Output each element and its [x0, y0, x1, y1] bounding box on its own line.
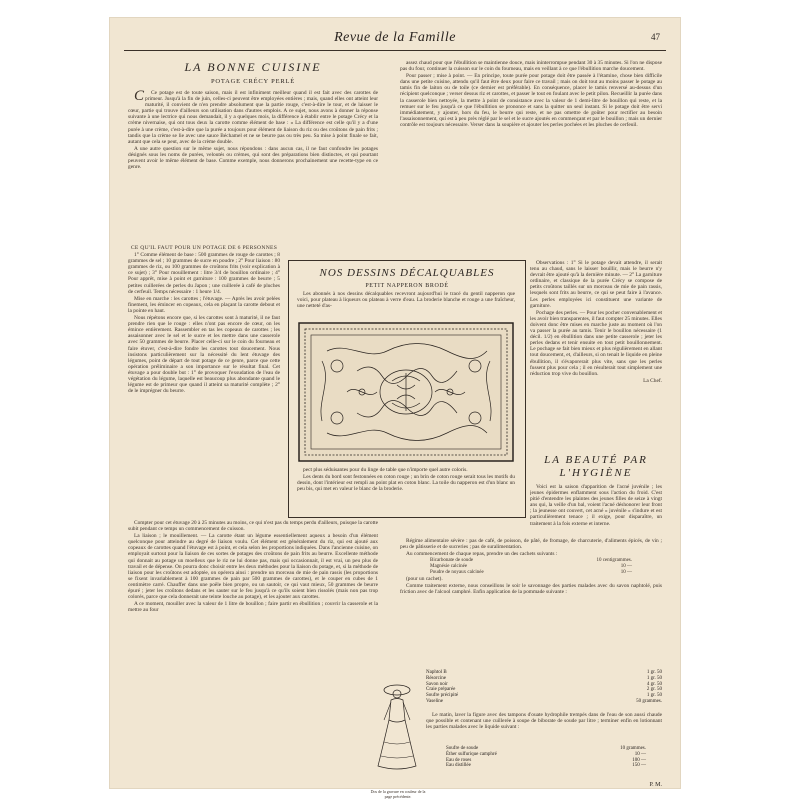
cuisine-signature: La Chef.: [643, 377, 662, 384]
dropcap: C: [134, 90, 145, 104]
pommade-row: Savon noir 4 gr. 50: [426, 681, 662, 687]
page-number: 47: [651, 32, 660, 42]
beauty-title: LA BEAUTÉ PAR L'HYGIÈNE: [544, 454, 648, 479]
decal-box: [288, 260, 526, 518]
beauty-paragraph-3: Au commencement de chaque repas, prendre un des cachets suivants :: [406, 551, 558, 558]
cuisine-paragraph-7: A ce moment, mouiller avec la valeur de 1 litre de bouillon ; faire partir en ébullition ; couvrir la casserole et la mettre au four: [128, 601, 378, 614]
lotion-row: Éther sulfurique camphré 10 —: [446, 751, 646, 757]
decal-subtitle: PETIT NAPPERON BRODÉ: [365, 283, 449, 289]
cuisine-left-narrow: [128, 244, 280, 516]
figure-caption-text: Dos de la gravure en couleur de la page précédente.: [370, 790, 426, 799]
beauty-paragraph-4: Comme traitement externe, nous conseillons le soir le savonnage des parties malades avec du savon naphtolé, puis friction avec de l'alcool camphré. Enfin application de la pommade suivante :: [400, 582, 662, 595]
cuisine-paragraph-5: Compter pour cet étuvage 20 à 25 minutes au moins, ce qui n'est pas du temps perdu d'ailleurs, puisque la carotte subit pendant ce temps un commencement de cuisson.: [128, 520, 378, 533]
cuisine-paragraph-2: A une autre question sur le même sujet, nous répondons : dans aucun cas, il ne faut confondre les potages désignés sous les noms de purées, veloutés ou crèmes, qui sont des préparations bien distinctes, et qui pourtant peuvent avoir le même élément de base. Comme exemple, nous donnerons prochainement une recette-type en ce genre.: [128, 145, 378, 171]
decal-paragraph-2: pect plus séduisantes pour du linge de table que n'importe quel autre coloris.: [303, 467, 468, 473]
beauty-intro: [530, 484, 662, 544]
beauty-paragraph-1: Voici est la saison d'apparition de l'acné juvénile ; les jeunes épidermes enflamment sous l'action du froid. C'est pitié d'entendre les plaintes des jeunes filles de seize à vingt ans qui, la veille d'un bal, voient l'acné déshonorer leur front ; la jeunesse ont couvert, cet acné « juvénile » s'indure et est particulièrement tenace ; il exige, pour disparaître, un traitement à la fois externe et interne.: [530, 484, 662, 527]
page-header: [110, 30, 680, 52]
pommade-row: Résorcine 1 gr. 50: [426, 675, 662, 681]
lotion-row: Eau de roses 100 —: [446, 757, 646, 763]
beauty-paragraph-2: Régime alimentaire sévère : pas de café, de poisson, de pâté, de fromage, de charcuterie, d'aliments épicés, de vin ; peu de pâtisserie et de sucreries ; pas de suralimentation.: [400, 538, 662, 551]
cuisine-paragraph-1: Ce potage est de toute saison, mais il est infiniment meilleur quand il est fait avec des carottes de primeur. Jusqu'à la fin de juin, celles-ci peuvent être employées entières ; mais, quand elles ont atteint leur maturité, il convient de n'en prendre absolument que la partie rouge, c'est-à-dire le tour, et de laisser le cœur, partie qui trouve d'ailleurs son utilisation dans d'autres emplois. A ce sujet, nous avons à donner la réponse suivante à une lectrice qui nous demandait, il y a quelques mois, la différence à établir entre le potage Crécy et la crème nivernaise, qui ont tous deux la carotte comme élément de base : « La différence est celle qu'il y a d'une purée à une crème, c'est-à-dire que la purée a toujours pour élément de liaison du riz ou des croûtons de pain frits ; tandis que la crème se lie avec une sauce Béchamel et ne se beurre pas ou très peu. Sa mise à point finale se fait, autant que cela se peut, avec de la crème double.: [128, 90, 378, 145]
cachet-note: (pour un cachet).: [406, 575, 443, 582]
cuisine-right-paragraph-4: Pochage des perles. — Pour les pocher convenablement et les avoir bien transparentes, il faut compter 25 minutes. Elles doivent donc être mises en marche juste au moment où l'on va passer la purée au tamis. Tenir le bouillon nécessaire (1 décil. 1/2) en ébullition dans une petite casserole ; jeter les perles dedans et tenir ensuite en tout petit bouillonnement. Le pochage se fait bien mieux et plus régulièrement en allant tout doucement, et, d'ailleurs, si on tenait le liquide en pleine ébullition, il s'évaporerait plus vite, sans que les perles fussent plus pour cela ; il en résulterait tout simplement une réduction trop vive du bouillon.: [530, 309, 662, 377]
cuisine-intro: [128, 90, 378, 240]
cuisine-right-paragraph-3: Observations : 1° Si le potage devait attendre, il serait tenu au chaud, sans le laisser bouillir, mais le beurre n'y devrait être ajouté qu'à la dernière minute. — 2° La garniture ordinaire, et classique de la purée Crécy se compose de petits croûtons taillés sur un morceau de mie de pain rassis, lesquels sont frits au beurre, ce qui se peut faire à l'avance. Les perles employées ici constituent une variante de garniture.: [530, 260, 662, 309]
beauty-body-2: [426, 712, 662, 744]
pommade-list: [426, 670, 662, 710]
cuisine-bottom: [128, 520, 378, 778]
lotion-list: [446, 746, 646, 772]
beauty-body: [400, 538, 662, 658]
journal-title: Revue de la Famille: [334, 30, 456, 45]
decal-paragraph-1: Les abonnés à nos dessins décalquables recevront aujourd'hui le tracé du gentil napperon que voici, pour plateau à liqueurs ou plateau à verre d'eau. La broderie blanche et rouge a une fraîcheur, une netteté d'as-: [297, 291, 515, 310]
cuisine-right-top: [400, 60, 662, 256]
cuisine-paragraph-6: La liaison ; le mouillement. — La carotte étant un légume essentiellement aqueux a besoin d'un élément quelconque pour atteindre au degré de liaison voulu. Cet élément est généralement du riz, qui est ajouté aux copeaux de carottes quand l'étuvage est à point, et cela selon les proportions indiquées. Dans l'ancienne cuisine, on employait surtout pour la liaison de ces sortes de potages des croûtons de pain frits au beurre. Excellente méthode qui donnait au potage un moelleux que le riz ne lui donne pas, mais qui occasionnait, il est vrai, un peu plus de travail et de dépense. On pourra donc choisir entre les deux méthodes pour la liaison du potage, et, si la méthode de liaison pour les croûtons est adoptée, on opérera ainsi : prendre un morceau de mie de pain rassis (les proportions se fixent invariablement à 100 grammes de pain par 500 grammes de carottes), et le couper en cubes de 1 centimètre carré. Chauffer dans une poêle bien propre, ou un sautoir, ce qui vaut mieux, 50 grammes de beurre épuré ; jeter les croûtons dedans et les sauter sur le feu jusqu'à ce qu'ils soient bien rissolés (mais non pas trop colorés, parce que cela donnerait une teinte louche au potage), et les ajouter aux carottes.: [128, 533, 378, 601]
cachet-row: Magnésie calcinée 10 —: [430, 564, 632, 570]
pommade-row: Naphtol B 1 gr. 50: [426, 670, 662, 675]
header-rule: [124, 50, 666, 51]
decal-title: NOS DESSINS DÉCALQUABLES: [319, 267, 495, 279]
cuisine-paragraph-4: Nous répétons encore que, si les carottes sont à maturité, il ne faut prendre rien que le rouge : elles n'ont pas encore de cœur, on les émince entièrement. Rassembler en tas les copeaux de carottes ; les assaisonner avec le sel et le sucre et les mettre dans une casserole avec 50 grammes de beurre. Placer celle-ci sur le coin du fourneau et faire étuver, c'est-à-dire fondre les carottes tout doucement. Nous insistons particulièrement sur la nécessité du lent étuvage des légumes, point de départ de tout potage de ce genre, parce que cette opération préliminaire a son importance sur le résultat final. Cet étuvage a pour double but : 1° de provoquer l'exsudation de l'eau de végétation du légume, laquelle est beaucoup plus abondante quand le légume est de primeur que quand il atteint sa maturité complète ; 2° de le imprégner du beurre.: [128, 315, 280, 395]
beauty-signature: P. M.: [649, 782, 662, 788]
cuisine-title: LA BONNE CUISINE: [184, 60, 322, 74]
decal-paragraph-3: Les dents du bord sont festonnées en coton rouge ; un brin de coton rouge serait tous les motifs du dessin, dont l'intérieur est rempli au point plat en coton blanc. La toile du napperon est d'un blanc un peu bis, qui met en valeur le blanc de la broderie.: [297, 474, 515, 493]
cuisine-paragraph-3: Mise en marche : les carottes ; l'étuvage. — Après les avoir pelées finement, les émincer en copeaux, cela en plaçant la carotte debout et la pointe en haut.: [128, 295, 280, 314]
ingredients-text: 1° Comme élément de base : 500 grammes de rouge de carottes ; 8 grammes de sel ; 10 grammes de sucre en poudre ; 2° Pour liaison : 80 grammes de riz, ou 100 grammes de croûtons frits (voir explication à ce sujet) ; 3° Pour mouillement : litre 3/4 de bouillon ordinaire ; 4° Pour apprêt, mise à point et garniture : 100 grammes de beurre ; 5 petites cuillerées de perles du Japon ; une cuillerée à café de pluches de cerfeuil. Temps nécessaire : 1 heure 1/4.: [128, 252, 280, 295]
lotion-row: Soufre de soude 10 grammes.: [446, 746, 646, 751]
magazine-page: [110, 18, 680, 799]
cachets-list: [400, 558, 662, 575]
cuisine-right-paragraph-2: Pour passer ; mise à point. — En principe, toute purée pour potage doit être passée à l'étamine, chose bien difficile dans une petite cuisine, attendu qu'il faut être deux pour faire ce travail ; mais on doit tout au moins passer le potage au tamis fin de laiton ou de toile (ce dernier est préférable). En conséquence, placer le tamis renversé au-dessus d'un récipient quelconque ; verser dessus riz et carottes, et passer le tout en foulant avec le petit pilon. Recueillir la purée dans la casserole bien nettoyée, la mettre à point de consistance avec la valeur de 1 demi-litre de bouillon qui reste, et la remuer sur le feu jusqu'à ce que l'ébullition se prononce et sans la quitter un seul instant. Si le potage doit être servi immédiatement, y ajouter, hors du feu, le beurre qui reste, et ne pas omettre de goûter pour rectifier au besoin l'assaisonnement, qui est à peu près réglé par le sel et le sucre ajoutés en commençant et par le bouillon ; mais un dernier contrôle est toujours nécessaire. Verser dans la soupière et ajouter les perles pochées et les pluches de cerfeuil.: [400, 73, 662, 128]
cachet-row: Bicarbonate de soude 10 centigrammes.: [430, 558, 632, 564]
pommade-row: Vaseline 50 grammes.: [426, 698, 662, 704]
ingredients-title: CE QU'IL FAUT POUR UN POTAGE DE 6 PERSONNES: [130, 245, 278, 251]
decal-caption: [297, 467, 515, 513]
beauty-paragraph-5: Le matin, laver la figure avec des tampons d'ouate hydrophile trempés dans de l'eau de son aussi chaude que possible et contenant une cuillerée à soupe de biborate de soude par litre ; terminer enfin en lotionnant les parties malades avec le liquide suivant :: [426, 712, 662, 731]
lotion-row: Eau distillée 150 —: [446, 763, 646, 769]
pommade-row: Craie préparée 2 gr. 50: [426, 687, 662, 693]
decal-intro: [297, 291, 515, 321]
fashion-figure-illustration: [372, 680, 422, 788]
cuisine-right-narrow: [530, 260, 662, 452]
pommade-row: Soufre précipité 1 gr. 50: [426, 693, 662, 699]
cachet-row: Poudre de noyaux calcinée 10 —: [430, 569, 632, 575]
cuisine-subtitle: POTAGE CRÉCY PERLÉ: [210, 78, 296, 85]
figure-caption: [370, 790, 426, 806]
cuisine-right-paragraph-1: assez chaud pour que l'ébullition se maintienne douce, mais ininterrompue pendant 30 à 35 minutes. Si l'on ne dispose pas du four, continuer la cuisson sur le coin du fourneau, mais en veillant à ce que l'ébullition marche doucement.: [400, 60, 662, 73]
napkin-embroidery-illustration: [297, 321, 515, 463]
